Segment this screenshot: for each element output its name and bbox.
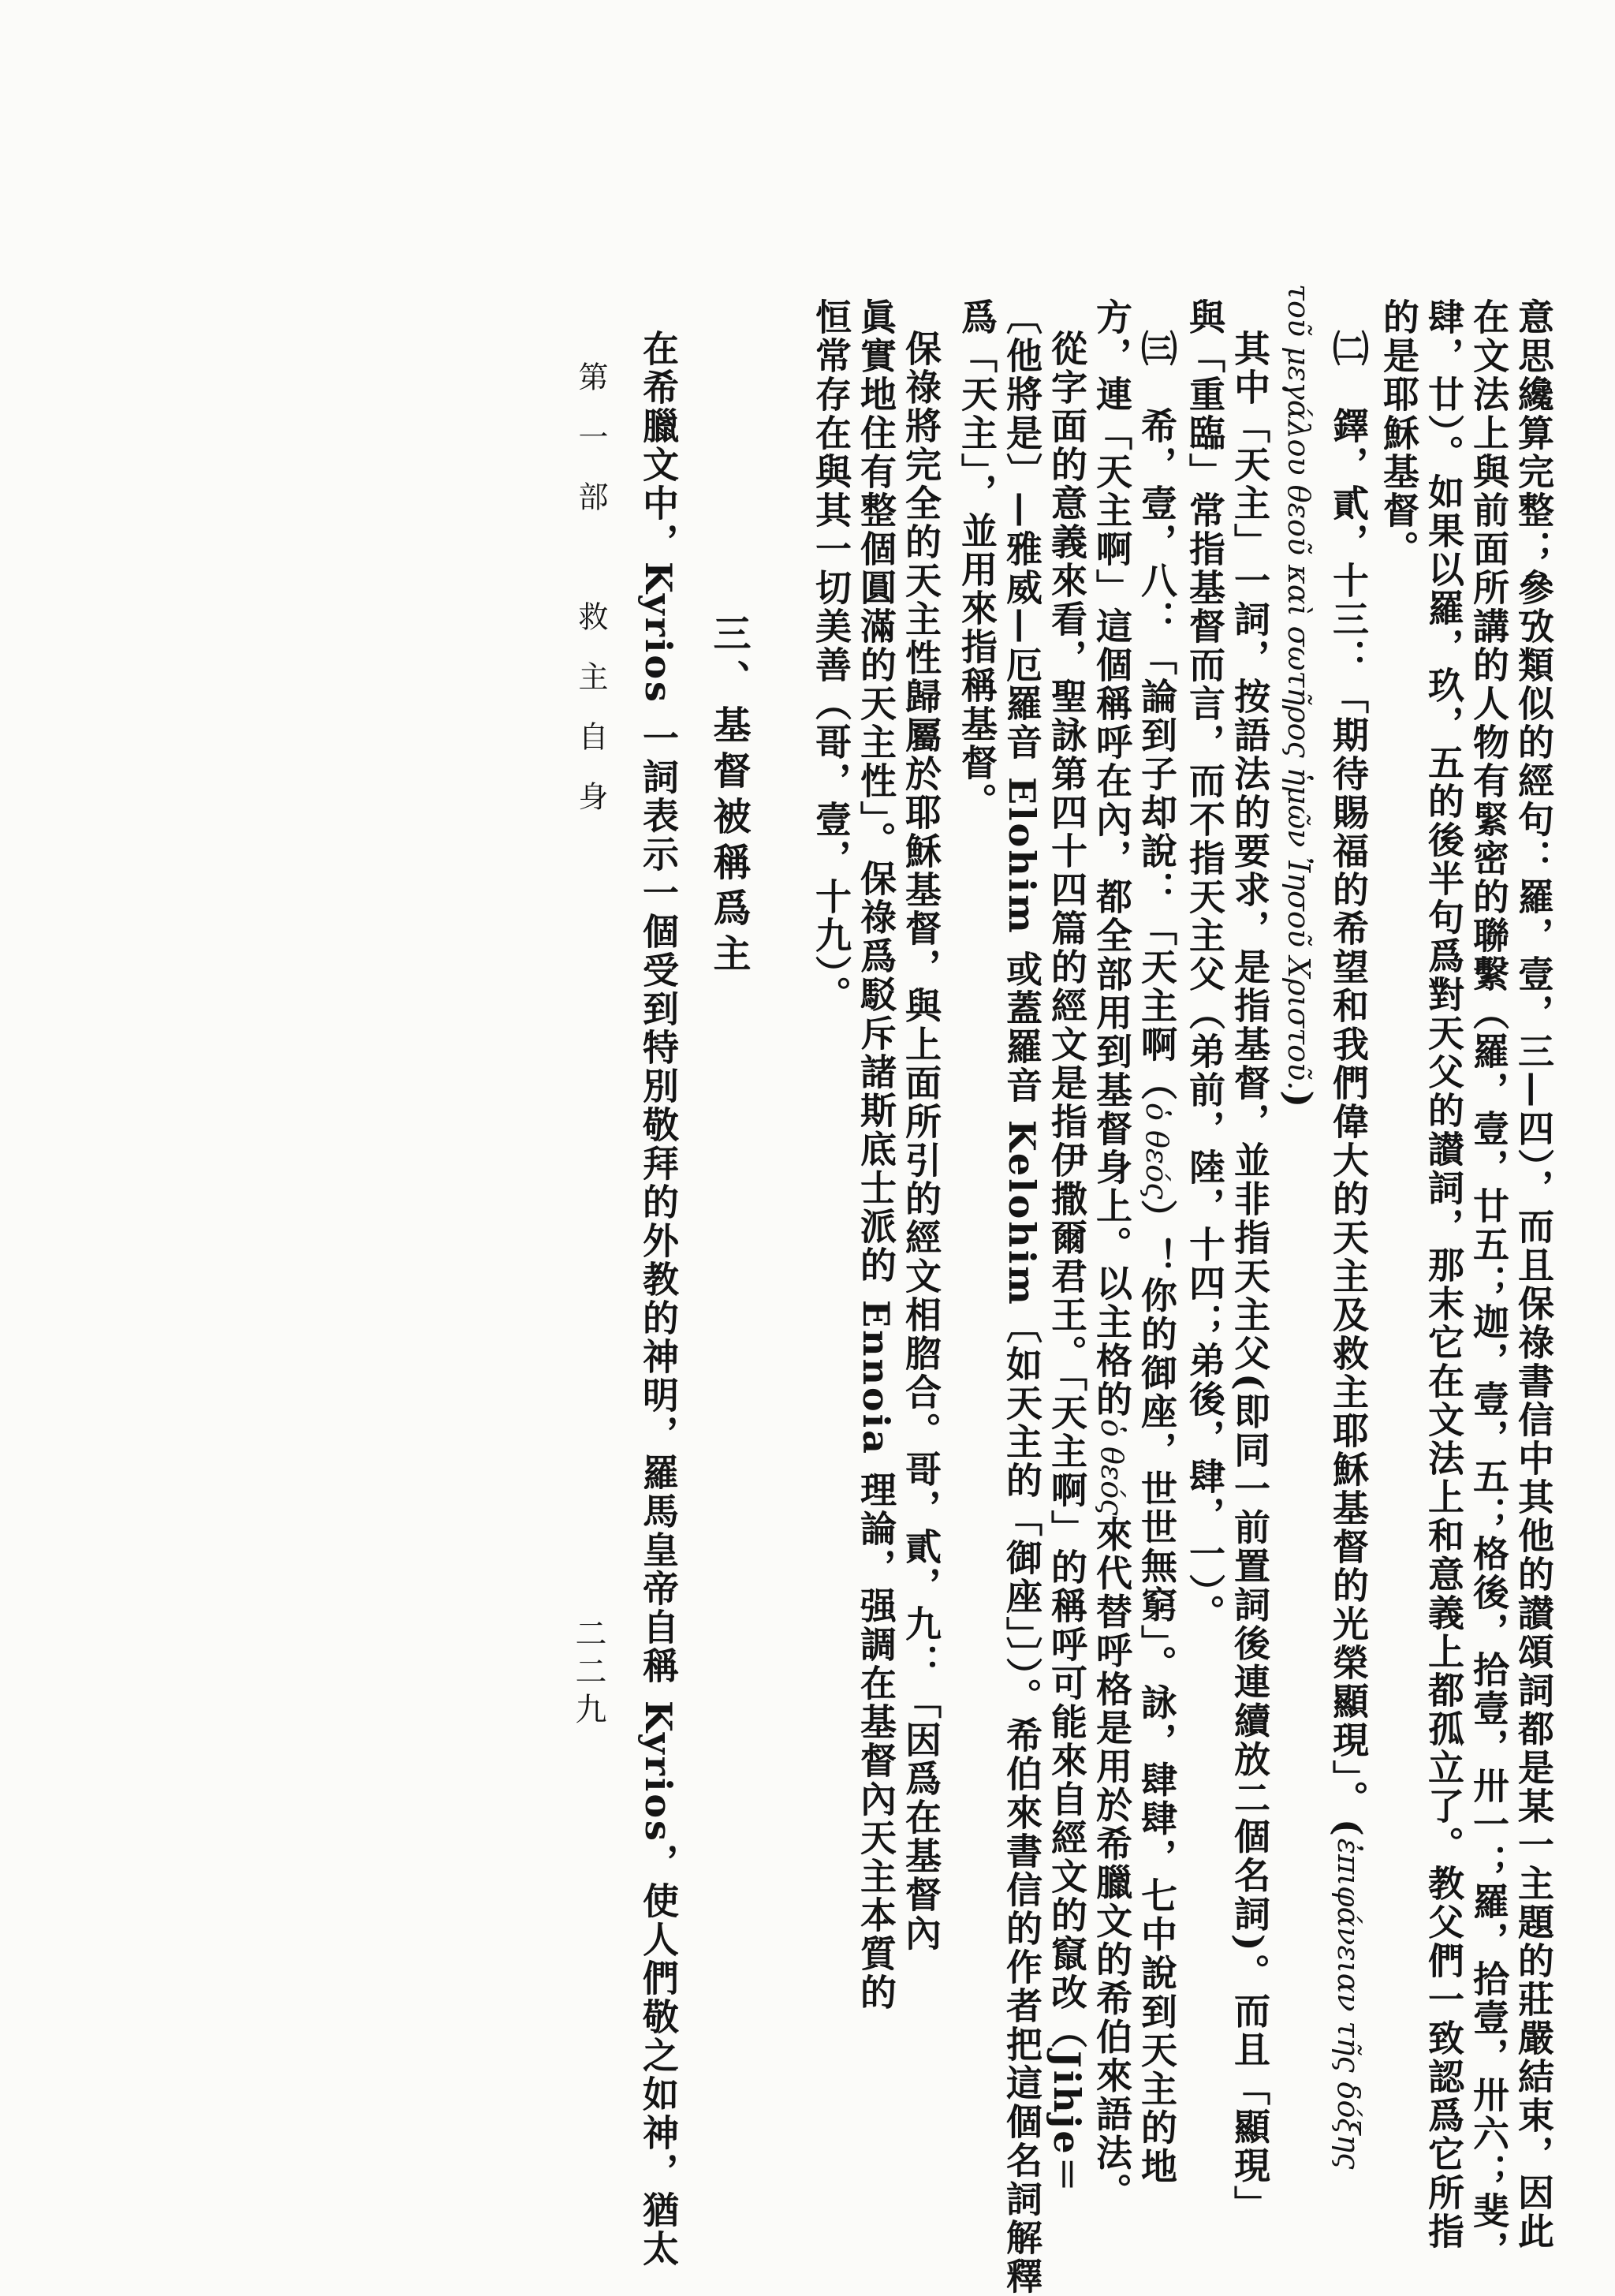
text-column: 在文法上與前面所講的人物有緊密的聯繫（羅，壹，廿五；迦，壹，五；格後，拾壹，卅一；羅，拾壹，卅六；斐，: [1468, 298, 1510, 2269]
text-column-greek: [1277, 284, 1320, 1111]
text-column: 意思纔算完整；參攷類似的經句：羅，壹，三—四），而且保祿書信中其他的讃頌詞都是某一主題的莊嚴結束，因此: [1512, 298, 1555, 2251]
text-column: 在希臘文中，Kyrios 一詞表示一個受到特別敬拜的外教的神明，羅馬皇帝自稱 Kyrios，使人們敬之如神，猶太: [637, 330, 680, 2268]
hebrews-verse-rest: ）！你的御座，世世無窮」。詠，肆肆，七中說到天主的地: [1136, 1199, 1178, 2186]
text-column: 從字面的意義來看，聖詠第四十四篇的經文是指伊撒爾君王。「天主啊」的稱呼可能來自經文的竄改（Jihje＝: [1046, 330, 1088, 2195]
text-column: 恒常存在與其一切美善（哥，壹，十九）。: [810, 298, 852, 1014]
text-column: 與「重臨」常指基督而言，而不指天主父（弟前，陸，十四；弟後，肆，一）。: [1184, 298, 1226, 1633]
greek-word: ὁ θεός: [1139, 1103, 1174, 1200]
text-run: 來代替呼格是用於希臘文的希伯來語法。: [1091, 1515, 1133, 2212]
section-heading: 三、基督被稱爲主: [707, 614, 751, 980]
text-column-titus: [1327, 330, 1370, 2170]
greek-word: ὁ θεός: [1095, 1419, 1129, 1516]
text-column: [1091, 298, 1133, 2212]
text-column: 的是耶穌基督。: [1378, 298, 1420, 569]
greek-quote: τοῦ μεγάλου θεοῦ καὶ σωτῆρος ἡμῶν Ἰησοῦ Χριστοῦ.: [1281, 284, 1316, 1091]
text-column: 爲「天主」，並用來指稱基督。: [956, 298, 998, 821]
page-number: 二二九: [570, 1617, 606, 1730]
text-column: 其中「天主」一詞，按語法的要求，是指基督，並非指天主父(即同一前置詞後連續放二個名詞)。而且「顯現」: [1229, 330, 1271, 2224]
text-run: 方，連「天主啊」這個稱呼在內，都全部用到基督身上。以主格的: [1091, 298, 1133, 1419]
closing-paren: ): [1277, 1090, 1320, 1111]
greek-quote: ἐπιφάνειαν τῆς δόξης: [1331, 1838, 1366, 2170]
text-column-hebrews: [1136, 330, 1178, 2186]
hebrews-verse: ㈢ 希，壹，八：「論到子却說：「天主啊（: [1136, 330, 1178, 1103]
titus-verse: ㈡ 鐸，貳，十三：「期待賜福的希望和我們偉大的天主及救主耶穌基督的光榮顯現」。(: [1327, 330, 1370, 1839]
text-column: 〔他將是〕—雅威—厄羅音 Elohim 或蓋羅音 Kelohim〔如天主的「御座」〕）。希伯來書信的作者把這個名詞解釋: [1001, 298, 1043, 2296]
text-column: 肆，廿）。如果以羅，玖，五的後半句爲對天父的讃詞，那末它在文法上和意義上都孤立了。教父們一致認爲它所指: [1423, 298, 1465, 2251]
running-footer: 第一部 救主自身: [573, 361, 608, 841]
text-column: 保祿將完全的天主性歸屬於耶穌基督，與上面所引的經文相脗合。哥，貳，九：「因爲在基督內: [900, 330, 942, 1953]
text-column: 眞實地住有整個圓滿的天主性」。保祿爲駁斥諸斯底士派的 Ennoia 理論，强調在基督內天主本質的: [855, 298, 897, 2012]
